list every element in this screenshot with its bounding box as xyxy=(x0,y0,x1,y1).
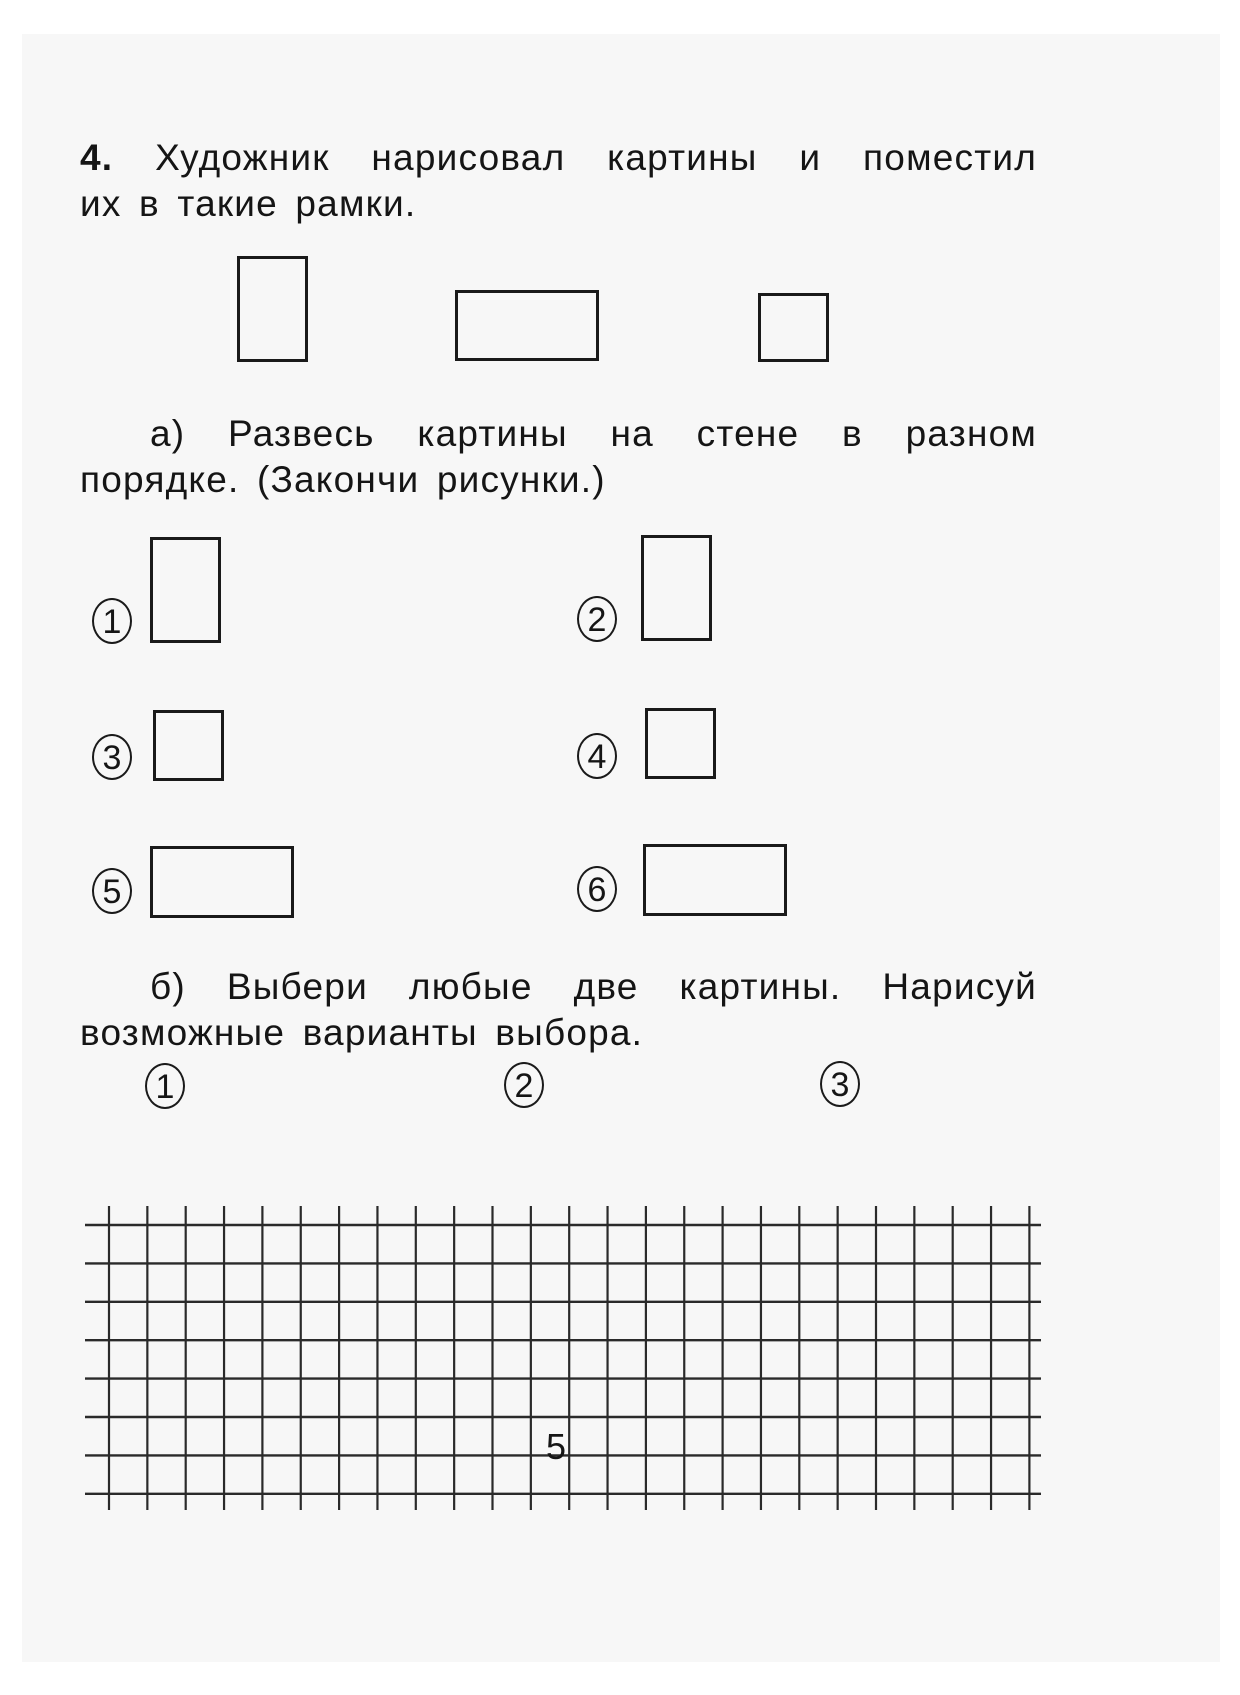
variant-label-3: 3 xyxy=(820,1061,860,1107)
circled-number-4: 4 xyxy=(577,733,617,779)
part-a-instruction-line-1: а) Развесь картины на стене в разном xyxy=(150,413,1037,454)
part-b-instruction-line-1: б) Выбери любые две картины. Нарисуй xyxy=(150,966,1037,1007)
task-intro-text: Художник нарисовал картины и поместил xyxy=(155,137,1037,178)
task-intro-line-2: их в такие рамки. xyxy=(80,183,417,224)
variant-label-1: 1 xyxy=(145,1063,185,1109)
task-number: 4. xyxy=(80,137,114,178)
circled-number-6: 6 xyxy=(577,866,617,912)
part-b-instruction-line-2: возможные варианты выбора. xyxy=(80,1012,644,1053)
page-number: 5 xyxy=(546,1426,567,1467)
part-a-instruction-line-2: порядке. (Закончи рисунки.) xyxy=(80,459,606,500)
circled-number-1: 1 xyxy=(92,598,132,644)
circled-number-5: 5 xyxy=(92,868,132,914)
variant-label-2: 2 xyxy=(504,1062,544,1108)
circled-number-3: 3 xyxy=(92,734,132,780)
circled-number-2: 2 xyxy=(577,596,617,642)
